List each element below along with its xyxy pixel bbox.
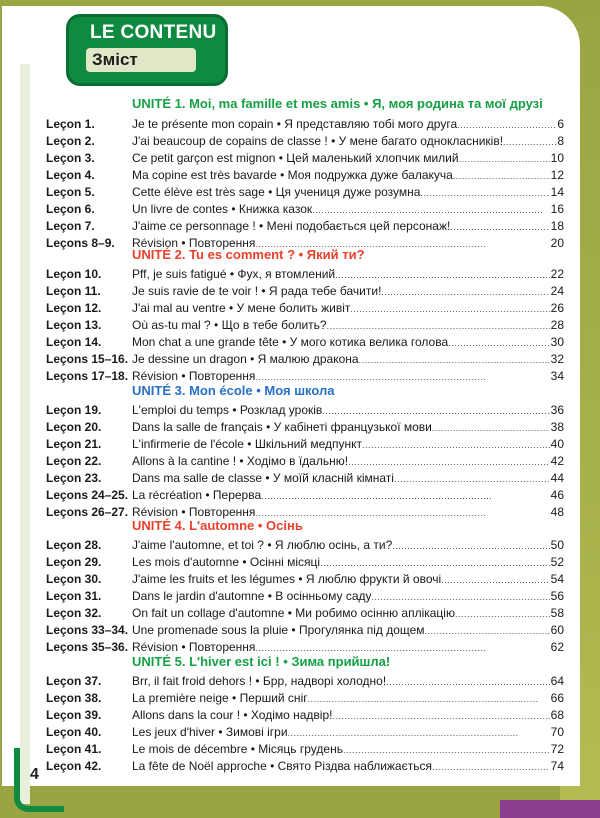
lesson-title: L'infirmerie de l'école • Шкільний медпункт xyxy=(132,437,363,451)
lesson-page: 36 xyxy=(550,403,564,417)
unit-2-title: UNITÉ 2. Tu es comment ? • Який ти? xyxy=(132,247,365,262)
lesson-title: Révision • Повторення xyxy=(132,236,256,250)
lesson-number: Leçon 39. xyxy=(46,708,102,722)
lesson-title: Dans ma salle de classe • У моїй класній кімнаті xyxy=(132,471,394,485)
lesson-page: 18 xyxy=(550,219,564,233)
lesson-page: 72 xyxy=(550,742,564,756)
lesson-number: Leçons 24–25. xyxy=(46,488,129,502)
toc-row[interactable] xyxy=(46,185,564,202)
lesson-title: Je suis ravie de te voir ! • Я рада тебе бачити! xyxy=(132,284,382,298)
lesson-page: 14 xyxy=(550,185,564,199)
toc-row[interactable] xyxy=(46,335,564,352)
lesson-page: 26 xyxy=(550,301,564,315)
lesson-title: Le mois de décembre • Місяць грудень xyxy=(132,742,343,756)
header-title-ua-box xyxy=(86,48,196,72)
lesson-number: Leçons 35–36. xyxy=(46,640,129,654)
lesson-title: La fête de Noël approche • Свято Різдва наближається xyxy=(132,759,432,773)
lesson-number: Leçon 40. xyxy=(46,725,102,739)
lesson-number: Leçon 6. xyxy=(46,202,95,216)
toc-row[interactable] xyxy=(46,134,564,151)
lesson-title: J'ai mal au ventre • У мене болить живіт xyxy=(132,301,351,315)
lesson-title: J'aime ce personnage ! • Мені подобається цей персонаж! xyxy=(132,219,451,233)
toc-row[interactable] xyxy=(46,488,564,505)
toc-row[interactable] xyxy=(46,403,564,420)
lesson-page: 22 xyxy=(550,267,564,281)
lesson-page: 6 xyxy=(557,117,564,131)
lesson-title: Un livre de contes • Книжка казок xyxy=(132,202,313,216)
toc-row[interactable] xyxy=(46,318,564,335)
lesson-number: Leçons 17–18. xyxy=(46,369,129,383)
toc-row[interactable] xyxy=(46,572,564,589)
lesson-page: 30 xyxy=(550,335,564,349)
lesson-title: Mon chat a une grande tête • У мого котика велика голова xyxy=(132,335,449,349)
lesson-title: Cette élève est très sage • Ця учениця дуже розумна xyxy=(132,185,421,199)
toc-row[interactable] xyxy=(46,623,564,640)
left-margin-bar xyxy=(20,64,30,804)
lesson-number: Leçons 8–9. xyxy=(46,236,115,250)
toc-row[interactable] xyxy=(46,454,564,471)
lesson-number: Leçon 22. xyxy=(46,454,102,468)
toc-row[interactable] xyxy=(46,352,564,369)
lesson-page: 34 xyxy=(550,369,564,383)
lesson-number: Leçons 26–27. xyxy=(46,505,129,519)
lesson-page: 40 xyxy=(550,437,564,451)
lesson-title: J'aime les fruits et les légumes • Я люблю фрукти й овочі xyxy=(132,572,442,586)
lesson-title: Ma copine est très bavarde • Моя подружка дуже балакуча xyxy=(132,168,453,182)
lesson-title: Dans la salle de français • У кабінеті французької мови xyxy=(132,420,432,434)
lesson-title: On fait un collage d'automne • Ми робимо осінню аплікацію xyxy=(132,606,455,620)
lesson-number: Leçon 28. xyxy=(46,538,102,552)
lesson-number: Leçon 23. xyxy=(46,471,102,485)
lesson-page: 32 xyxy=(550,352,564,366)
lesson-title: Une promenade sous la pluie • Прогулянка під дощем xyxy=(132,623,425,637)
unit-5-title: UNITÉ 5. L'hiver est ici ! • Зима прийшла! xyxy=(132,654,391,669)
unit-4-title: UNITÉ 4. L'automne • Осінь xyxy=(132,518,303,533)
lesson-page: 64 xyxy=(550,674,564,688)
lesson-title: Brr, il fait froid dehors ! • Брр, надворі холодно! xyxy=(132,674,387,688)
lesson-page: 60 xyxy=(550,623,564,637)
toc-row[interactable] xyxy=(46,471,564,488)
lesson-title: Révision • Повторення xyxy=(132,640,256,654)
lesson-number: Leçon 21. xyxy=(46,437,102,451)
toc-row[interactable] xyxy=(46,151,564,168)
lesson-page: 28 xyxy=(550,318,564,332)
lesson-number: Leçon 29. xyxy=(46,555,102,569)
lesson-page: 38 xyxy=(550,420,564,434)
toc-row[interactable] xyxy=(46,168,564,185)
toc-row[interactable] xyxy=(46,420,564,437)
lesson-page: 52 xyxy=(550,555,564,569)
page-corner-frame xyxy=(14,748,64,812)
lesson-title: Allons à la cantine ! • Ходімо в їдальню! xyxy=(132,454,349,468)
lesson-title: Allons dans la cour ! • Ходімо надвір! xyxy=(132,708,333,722)
lesson-number: Leçons 15–16. xyxy=(46,352,129,366)
lesson-page: 48 xyxy=(550,505,564,519)
toc-row[interactable] xyxy=(46,202,564,219)
lesson-page: 24 xyxy=(550,284,564,298)
lesson-number: Leçon 38. xyxy=(46,691,102,705)
lesson-number: Leçon 7. xyxy=(46,219,95,233)
lesson-page: 50 xyxy=(550,538,564,552)
unit-3-title: UNITÉ 3. Mon école • Моя школа xyxy=(132,383,335,398)
lesson-page: 44 xyxy=(550,471,564,485)
lesson-number: Leçon 19. xyxy=(46,403,102,417)
lesson-number: Leçon 20. xyxy=(46,420,102,434)
toc-row[interactable] xyxy=(46,606,564,623)
lesson-page: 10 xyxy=(550,151,564,165)
lesson-page: 46 xyxy=(550,488,564,502)
lesson-title: La première neige • Перший сніг xyxy=(132,691,308,705)
lesson-page: 70 xyxy=(550,725,564,739)
toc-row[interactable] xyxy=(46,708,564,725)
lesson-title: J'aime l'automne, et toi ? • Я люблю осінь, а ти? xyxy=(132,538,393,552)
lesson-number: Leçon 32. xyxy=(46,606,102,620)
toc-row[interactable] xyxy=(46,267,564,284)
lesson-number: Leçon 13. xyxy=(46,318,102,332)
lesson-title: Où as-tu mal ? • Що в тебе болить? xyxy=(132,318,327,332)
header-title-ua: Зміст xyxy=(92,50,138,69)
lesson-title: Ce petit garçon est mignon • Цей маленький хлопчик милий xyxy=(132,151,459,165)
toc-row[interactable] xyxy=(46,538,564,555)
lesson-page: 16 xyxy=(550,202,564,216)
lesson-number: Leçon 3. xyxy=(46,151,95,165)
lesson-title: L'emploi du temps • Розклад уроків xyxy=(132,403,323,417)
toc-row[interactable] xyxy=(46,555,564,572)
lesson-title: Révision • Повторення xyxy=(132,369,256,383)
lesson-number: Leçon 11. xyxy=(46,284,101,298)
lesson-page: 68 xyxy=(550,708,564,722)
lesson-page: 8 xyxy=(557,134,564,148)
lesson-page: 20 xyxy=(550,236,564,250)
toc-row[interactable] xyxy=(46,674,564,691)
lesson-page: 56 xyxy=(550,589,564,603)
lesson-number: Leçon 2. xyxy=(46,134,95,148)
lesson-title: J'ai beaucoup de copains de classe ! • У мене багато однокласників! xyxy=(132,134,504,148)
lesson-number: Leçon 42. xyxy=(46,759,102,773)
lesson-page: 54 xyxy=(550,572,564,586)
lesson-number: Leçons 33–34. xyxy=(46,623,129,637)
toc-row[interactable] xyxy=(46,284,564,301)
toc-row[interactable] xyxy=(46,691,564,708)
header-title-fr: LE CONTENU xyxy=(90,22,217,43)
lesson-title: Les jeux d'hiver • Зимові ігри xyxy=(132,725,288,739)
lesson-number: Leçon 37. xyxy=(46,674,102,688)
lesson-number: Leçon 14. xyxy=(46,335,102,349)
lesson-number: Leçon 12. xyxy=(46,301,102,315)
lesson-title: Je te présente mon copain • Я представляю тобі мого друга xyxy=(132,117,458,131)
lesson-page: 42 xyxy=(550,454,564,468)
lesson-number: Leçon 10. xyxy=(46,267,102,281)
lesson-number: Leçon 41. xyxy=(46,742,102,756)
lesson-page: 58 xyxy=(550,606,564,620)
toc-row[interactable] xyxy=(46,759,564,776)
lesson-title: Les mois d'automne • Осінні місяці xyxy=(132,555,321,569)
lesson-title: Dans le jardin d'automne • В осінньому саду xyxy=(132,589,372,603)
unit-1-title: UNITÉ 1. Moi, ma famille et mes amis • Я, моя родина та мої друзі xyxy=(132,96,543,111)
lesson-number: Leçon 4. xyxy=(46,168,95,182)
bottom-purple-strip xyxy=(500,800,600,818)
lesson-title: Révision • Повторення xyxy=(132,505,256,519)
lesson-page: 74 xyxy=(550,759,564,773)
lesson-page: 66 xyxy=(550,691,564,705)
page-number: 4 xyxy=(30,766,39,783)
lesson-number: Leçon 31. xyxy=(46,589,102,603)
lesson-title: La récréation • Перерва xyxy=(132,488,262,502)
lesson-title: Pff, je suis fatigué • Фух, я втомлений xyxy=(132,267,336,281)
toc-row[interactable] xyxy=(46,505,564,522)
toc-row[interactable] xyxy=(46,725,564,742)
toc-row[interactable] xyxy=(46,117,564,134)
lesson-title: Je dessine un dragon • Я малюю дракона xyxy=(132,352,359,366)
toc-row[interactable] xyxy=(46,301,564,318)
toc-row[interactable] xyxy=(46,437,564,454)
lesson-page: 62 xyxy=(550,640,564,654)
lesson-number: Leçon 5. xyxy=(46,185,95,199)
lesson-page: 12 xyxy=(550,168,564,182)
lesson-number: Leçon 1. xyxy=(46,117,95,131)
toc-row[interactable] xyxy=(46,742,564,759)
toc-row[interactable] xyxy=(46,589,564,606)
toc-row[interactable] xyxy=(46,219,564,236)
lesson-number: Leçon 30. xyxy=(46,572,102,586)
